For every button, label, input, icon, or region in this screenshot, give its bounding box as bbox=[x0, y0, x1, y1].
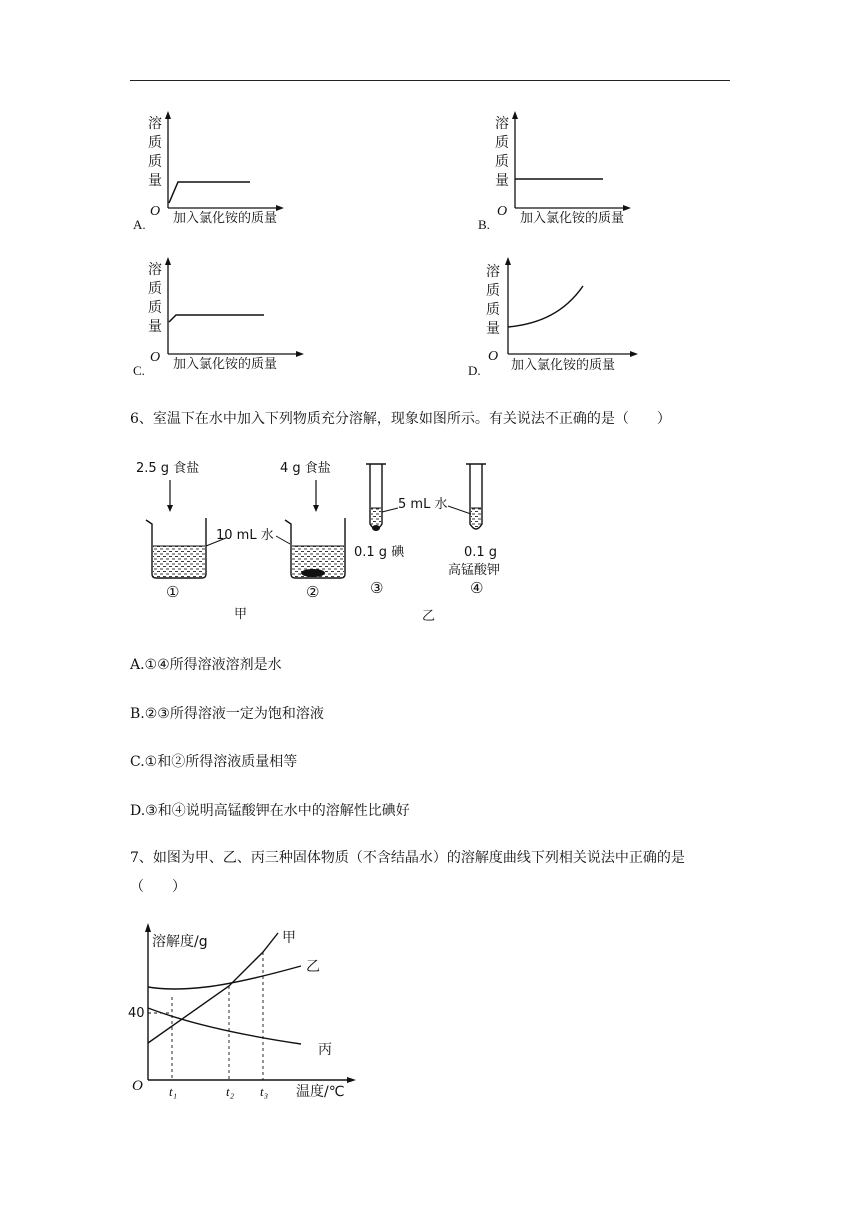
x-axis-label: 加入氯化铵的质量 bbox=[520, 211, 625, 226]
solubility-chart bbox=[126, 920, 376, 1100]
origin-label: O bbox=[488, 349, 499, 364]
beaker-1-solution bbox=[153, 546, 205, 577]
series-label-bing: 丙 bbox=[318, 1042, 332, 1058]
svg-text:量: 量 bbox=[495, 173, 509, 189]
option-a-letter: A. bbox=[133, 217, 146, 232]
svg-text:溶: 溶 bbox=[148, 116, 162, 132]
svg-text:量: 量 bbox=[148, 319, 162, 335]
header-rule bbox=[130, 80, 730, 81]
label-3: ③ bbox=[370, 579, 384, 597]
origin-label: O bbox=[150, 204, 161, 219]
label-2: ② bbox=[306, 583, 320, 601]
svg-text:质: 质 bbox=[148, 281, 162, 297]
beaker2-solute-label: 4 g 食盐 bbox=[280, 461, 331, 476]
group-jia-label: 甲 bbox=[234, 607, 248, 622]
x-axis-arrow bbox=[630, 351, 638, 357]
svg-text:溶: 溶 bbox=[148, 262, 162, 278]
graph-a bbox=[140, 108, 290, 228]
option-c-letter: C. bbox=[133, 363, 145, 378]
beaker1-solute-label: 2.5 g 食盐 bbox=[136, 461, 200, 476]
graph-c-curve bbox=[169, 315, 264, 322]
graph-c bbox=[140, 254, 310, 374]
pointer-line bbox=[382, 508, 398, 512]
svg-text:质: 质 bbox=[486, 302, 500, 318]
q6-option-c: C.①和②所得溶液质量相等 bbox=[130, 754, 298, 770]
series-label-jia: 甲 bbox=[282, 930, 296, 946]
y-axis-arrow bbox=[505, 257, 511, 265]
y-axis-arrow bbox=[165, 257, 171, 265]
undissolved-solid bbox=[301, 569, 325, 577]
pointer-line bbox=[448, 506, 471, 514]
svg-text:溶: 溶 bbox=[486, 264, 500, 280]
x-axis-arrow bbox=[296, 351, 304, 357]
graph-y-label bbox=[148, 115, 162, 189]
svg-text:质: 质 bbox=[148, 154, 162, 170]
option-b-letter: B. bbox=[478, 217, 490, 232]
svg-text:溶: 溶 bbox=[495, 116, 509, 132]
graph-a-curve bbox=[169, 182, 250, 203]
question-7-text-cont: （ ） bbox=[130, 879, 186, 895]
graph-y-label bbox=[486, 263, 500, 337]
x-axis-arrow bbox=[347, 1077, 356, 1083]
x-tick-t1: t₁ bbox=[169, 1084, 178, 1099]
svg-text:质: 质 bbox=[148, 135, 162, 151]
x-tick-t2: t₂ bbox=[226, 1084, 235, 1099]
tube3-solute-label: 0.1 g 碘 bbox=[354, 545, 405, 560]
q6-option-d: D.③和④说明高锰酸钾在水中的溶解性比碘好 bbox=[130, 803, 410, 819]
question-7-text: 7、如图为甲、乙、丙三种固体物质（不含结晶水）的溶解度曲线下列相关说法中正确的是 bbox=[130, 850, 685, 866]
arrow-head bbox=[167, 505, 173, 512]
x-axis-label: 加入氯化铵的质量 bbox=[173, 357, 278, 372]
x-axis-arrow bbox=[623, 205, 631, 211]
tube4-name-label: 高锰酸钾 bbox=[448, 563, 501, 578]
question-6-text: 6、室温下在水中加入下列物质充分溶解，现象如图所示。有关说法不正确的是（ ） bbox=[130, 411, 671, 427]
q6-option-a: A.①④所得溶液溶剂是水 bbox=[130, 657, 282, 673]
label-1: ① bbox=[166, 583, 180, 601]
pointer-line bbox=[276, 536, 290, 544]
svg-text:质: 质 bbox=[148, 300, 162, 316]
svg-text:质: 质 bbox=[486, 283, 500, 299]
curve-yi bbox=[148, 966, 301, 989]
graph-y-label bbox=[495, 115, 509, 189]
svg-text:质: 质 bbox=[495, 154, 509, 170]
graph-d bbox=[480, 254, 650, 374]
svg-text:质: 质 bbox=[495, 135, 509, 151]
graph-d-curve bbox=[508, 286, 583, 327]
x-tick-t3: t₃ bbox=[260, 1084, 269, 1099]
y-axis-arrow bbox=[145, 923, 151, 932]
tube4-mass-label: 0.1 g bbox=[464, 545, 498, 560]
svg-text:量: 量 bbox=[486, 321, 500, 337]
tube-4-solution bbox=[471, 508, 481, 528]
graph-y-label bbox=[148, 261, 162, 335]
graph-b bbox=[487, 108, 637, 228]
water-label-yi: 5 mL 水 bbox=[398, 497, 448, 512]
origin-label: O bbox=[497, 204, 508, 219]
x-axis-arrow bbox=[276, 205, 284, 211]
tube-3-solution bbox=[371, 508, 381, 526]
option-d-letter: D. bbox=[468, 363, 481, 378]
undissolved-iodine bbox=[372, 525, 380, 531]
x-axis-label: 加入氯化铵的质量 bbox=[173, 211, 278, 226]
group-yi-label: 乙 bbox=[422, 609, 436, 624]
x-axis-label: 加入氯化铵的质量 bbox=[511, 358, 616, 373]
q6-figure bbox=[130, 452, 530, 624]
series-label-yi: 乙 bbox=[306, 959, 320, 975]
q6-option-b: B.②③所得溶液一定为饱和溶液 bbox=[130, 706, 324, 722]
y-axis-arrow bbox=[165, 111, 171, 119]
water-label-jia: 10 mL 水 bbox=[216, 528, 274, 543]
y-axis-arrow bbox=[512, 111, 518, 119]
svg-text:量: 量 bbox=[148, 173, 162, 189]
x-axis-label: 温度/℃ bbox=[296, 1084, 345, 1100]
origin-label: O bbox=[132, 1078, 143, 1094]
y-axis-label: 溶解度/g bbox=[152, 934, 208, 950]
label-4: ④ bbox=[470, 579, 484, 597]
y-tick-40: 40 bbox=[128, 1006, 145, 1021]
origin-label: O bbox=[150, 350, 161, 365]
arrow-head bbox=[313, 505, 319, 512]
